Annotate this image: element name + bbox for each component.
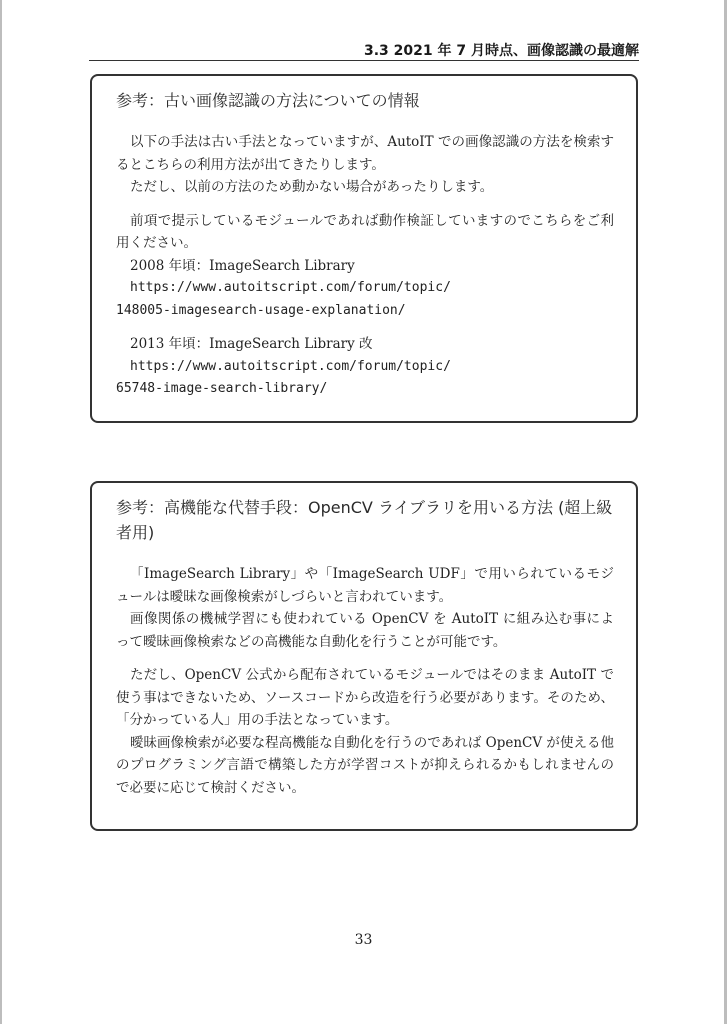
reference-box-opencv (90, 481, 638, 831)
entry-url-line[interactable]: 148005-imagesearch-usage-explanation/ (116, 302, 406, 318)
box-title: 参考：古い画像認識の方法についての情報 (116, 91, 420, 110)
box-body (116, 131, 614, 401)
box-title: 参考：高機能な代替手段：OpenCV ライブラリを用いる方法 (超上級者用) (116, 498, 613, 542)
paragraph: 曖昧画像検索が必要な程高機能な自動化を行うのであれば OpenCV が使える他のプログラミング言語で構築した方が学習コストが抑えられるかもしれませんので必要に応じて検討ください。 (116, 734, 614, 796)
reference-box-old-methods (90, 74, 638, 423)
entry-label: 2013 年頃：ImageSearch Library 改 (130, 336, 373, 352)
entry-url-line[interactable]: https://www.autoitscript.com/forum/topic/ (130, 280, 451, 295)
box-body (116, 563, 614, 799)
entry-label: 2008 年頃：ImageSearch Library (130, 257, 355, 274)
paragraph: ただし、OpenCV 公式から配布されているモジュールではそのまま AutoIT で使う事はできないため、ソースコードから改造を行う必要があります。そのため、「分かっている人」用の手法となっています。 (116, 667, 614, 728)
intro-paragraph-2: ただし、以前の方法のため動かない場合があったりします。 (130, 179, 494, 195)
page-number: 33 (354, 932, 373, 948)
paragraph: 「ImageSearch Library」や「ImageSearch UDF」で用いられているモジュールは曖昧な画像検索がしづらいと言われています。 (116, 566, 614, 605)
page-edge-left (0, 0, 2, 1024)
intro-paragraph: 以下の手法は古い手法となっていますが、AutoIT での画像認識の方法を検索するとこちらの利用方法が出てきたりします。 (116, 134, 614, 173)
running-header: 3.3 2021 年 7 月時点、画像認識の最適解 (363, 43, 639, 59)
entry-url-line[interactable]: 65748-image-search-library/ (116, 381, 328, 396)
header-rule (89, 60, 639, 61)
modules-note: 前項で提示しているモジュールであれば動作検証していますのでこちらをご利用ください。 (116, 212, 614, 251)
paragraph: 画像関係の機械学習にも使われている OpenCV を AutoIT に組み込む事によって曖昧画像検索などの高機能な自動化を行うことが可能です。 (116, 611, 614, 650)
entry-url-line[interactable]: https://www.autoitscript.com/forum/topic/ (130, 358, 451, 374)
